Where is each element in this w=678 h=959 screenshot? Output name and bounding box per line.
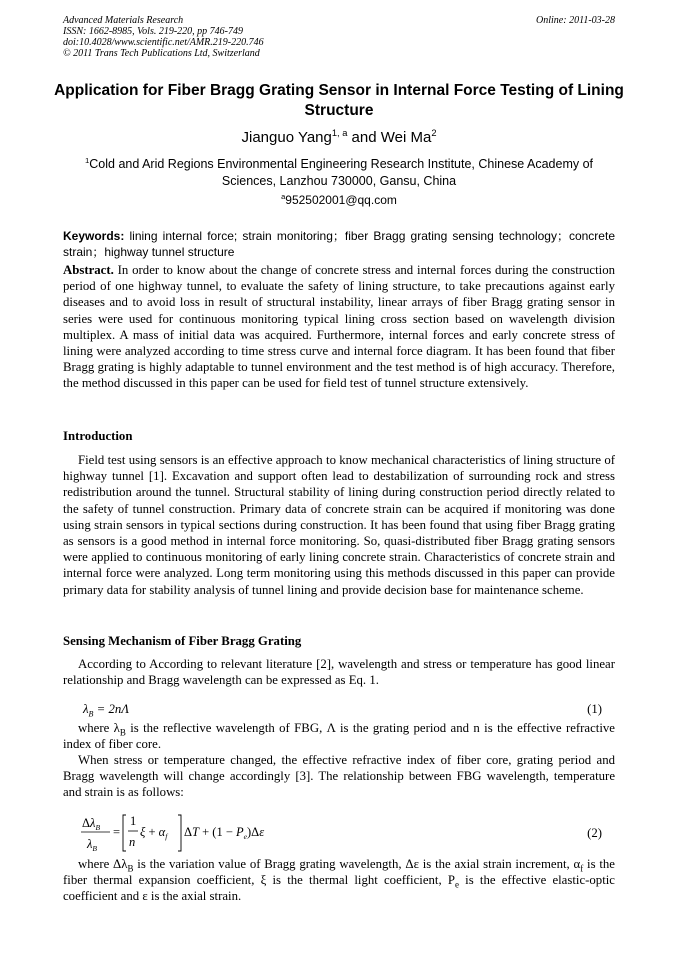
email-line xyxy=(0,193,678,207)
p4-text-d: is the effective elastic-optic coefficient and ε is the axial strain. xyxy=(63,873,615,904)
abstract-label: Abstract. xyxy=(63,263,114,277)
affiliation xyxy=(70,156,608,190)
email-address: 952502001@qq.com xyxy=(285,193,397,207)
keywords-text: lining internal force; strain monitoring；fiber Bragg grating sensing technology；concrete strain；highway tunnel structure xyxy=(63,229,615,259)
p4-text-a: where Δλ xyxy=(78,857,128,871)
keywords-label: Keywords: xyxy=(63,229,125,243)
svg-text:ξ + αf: $\xi + \alpha_f$ xyxy=(140,825,168,841)
equation-1 xyxy=(63,702,615,718)
copyright-line: © 2011 Trans Tech Publications Ltd, Switzerland xyxy=(63,48,260,59)
introduction-heading: Introduction xyxy=(63,429,133,443)
eq2-denominator: $\lambda_B$ xyxy=(87,837,98,853)
introduction-paragraph: Field test using sensors is an effective approach to know mechanical characteristics of lining structure of highway tunnel [1]. Excavation and support often lead to destabilization of surrounding rock and stress redistribution around the tunnel. Structural stability of lining during construction period directly related to the safety of tunnel construction. Primary data of concrete strain can be acquired if monitoring was done using strain sensors in typical sections during construction. It has been found that using fiber Bragg grating as sensors is a good method in internal force monitoring. So, quasi-distributed fiber Bragg grating sensors were applied to continuous monitoring of early lining concrete strain. Characteristics of concrete strain and internal force were analyzed. Long term monitoring using this methods discussed in this paper can provide primary data for stability analysis of tunnel lining and provide decision base for maintenance scheme. xyxy=(63,453,615,597)
journal-header xyxy=(63,15,615,59)
keywords xyxy=(63,229,615,260)
author-1-affil-mark: 1, a xyxy=(331,128,348,138)
author-1: Jianguo Yang xyxy=(241,129,332,146)
email-mark: a xyxy=(281,192,286,201)
p4-sub-1: B xyxy=(127,863,134,874)
sensing-paragraph-1: According to According to relevant literature [2], wavelength and stress or temperature has good linear relationship and Bragg wavelength can be expressed as Eq. 1. xyxy=(63,657,615,688)
affiliation-text: Cold and Arid Regions Environmental Engineering Research Institute, Chinese Academy of Sciences, Lanzhou 730000, Gansu, China xyxy=(89,157,594,188)
p2-text-b: is the reflective wavelength of FBG, Λ is the grating period and n is the effective refractive index of fiber core. xyxy=(63,721,615,752)
equation-1-formula: $\lambda_B = 2n\Lambda$ xyxy=(83,702,130,719)
issn-line: ISSN: 1662-8985, Vols. 219-220, pp 746-749 xyxy=(63,26,243,37)
p4-sub-3: e xyxy=(454,879,459,890)
sensing-heading: Sensing Mechanism of Fiber Bragg Grating xyxy=(63,634,302,648)
sensing-paragraph-4 xyxy=(63,856,615,905)
online-date: Online: 2011-03-28 xyxy=(536,15,615,26)
sensing-paragraph-2 xyxy=(63,720,615,752)
p2-sub: B xyxy=(119,727,126,738)
p2-text-a: where λ xyxy=(78,721,120,735)
journal-name: Advanced Materials Research xyxy=(63,15,184,26)
sensing-paragraph-3: When stress or temperature changed, the effective refractive index of fiber core, grating period and Bragg wavelength will change accordingly [3]. The relationship between FBG wavelength, temperature and strain is as follows: xyxy=(63,753,615,800)
author-2-affil-mark: 2 xyxy=(431,128,437,138)
author-2: and Wei Ma xyxy=(347,129,432,146)
abstract-text: In order to know about the change of concrete stress and internal forces during the construction period of one highway tunnel, to evaluate the safety of lining structure, to take precautions against early diseases and to avoid loss in result of structural instability, linear arrays of fiber Bragg grating sensor in series were used for continuous monitoring typical lining cross section based on wavelength division multiplex. A mass of initial data was acquired. Furthermore, internal forces and early concrete stress of lining were analyzed according to time stress curve and internal force diagram. It has been found that fiber Bragg grating is highly adaptable to tunnel environment and the test method is of high accuracy. Therefore, the method discussed in this paper can be used for field test of tunnel structure extensively. xyxy=(63,263,615,391)
equation-2 xyxy=(63,811,615,857)
abstract xyxy=(63,262,615,392)
svg-text:n: n xyxy=(129,835,136,849)
svg-text:=: = xyxy=(113,825,121,839)
equation-2-number: (2) xyxy=(587,826,602,840)
p4-sub-2: f xyxy=(580,863,584,874)
svg-text:1: 1 xyxy=(130,814,137,828)
paper-title: Application for Fiber Bragg Grating Sensor in Internal Force Testing of Lining Structure xyxy=(54,82,624,119)
equation-2-formula xyxy=(80,811,300,855)
p4-text-c: is the fiber thermal expansion coefficient, ξ is the thermal light coefficient, P xyxy=(63,857,615,888)
svg-text:ΔT + (1 − Pe)Δε: $\Delta T + (1 - P_e)\Delta\varepsilon$ xyxy=(184,825,265,841)
author-line xyxy=(0,129,678,147)
doi-line: doi:10.4028/www.scientific.net/AMR.219-220.746 xyxy=(63,37,264,48)
eq2-numerator: $\Delta\lambda_B$ xyxy=(82,816,101,832)
p4-text-b: is the variation value of Bragg grating wavelength, Δε is the axial strain increment, α xyxy=(133,857,581,871)
equation-1-number: (1) xyxy=(587,702,602,716)
affiliation-mark: 1 xyxy=(84,155,90,165)
